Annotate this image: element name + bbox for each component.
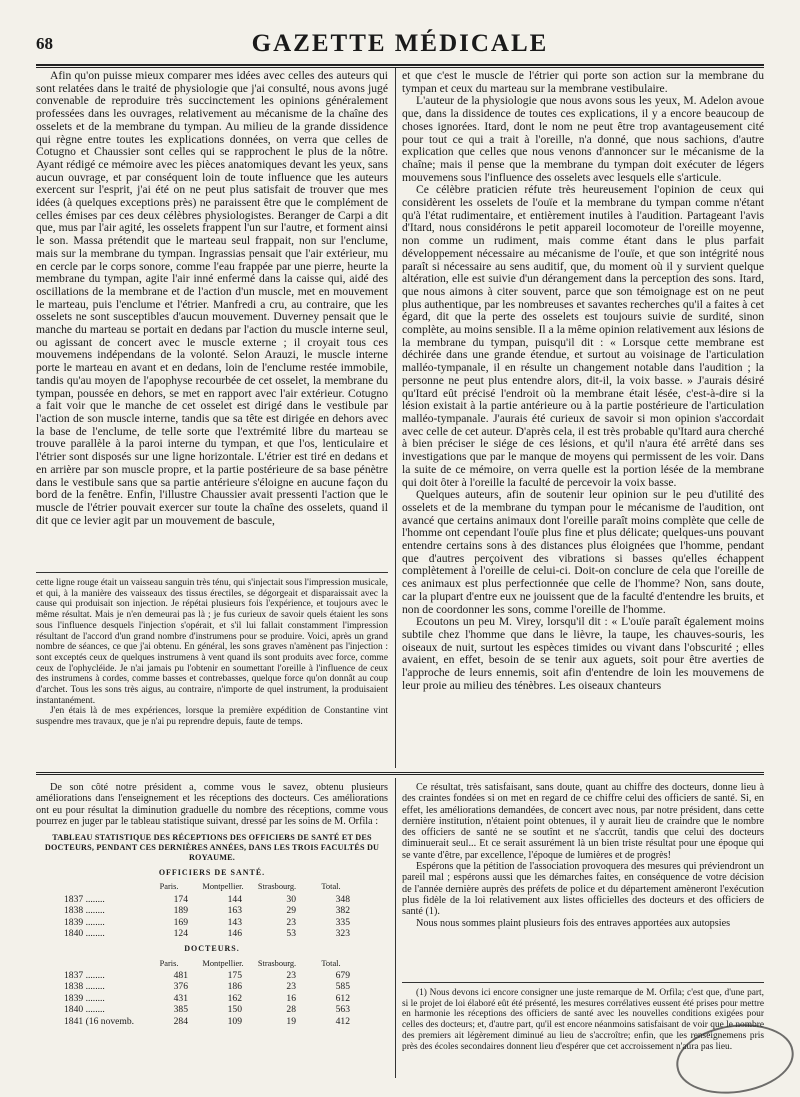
header-rule-thin <box>36 67 764 68</box>
officiers-table <box>64 880 358 939</box>
paragraph: et que c'est le muscle de l'étrier qui porte son action sur la membrane du tympan et ceux du marteau sur la membrane vestibulaire. <box>402 70 764 95</box>
paragraph: J'en étais là de mes expériences, lorsque la première expédition de Constantine vint suspendre mes travaux, que je n'ai pu reprendre depuis, faute de temps. <box>36 706 388 728</box>
paragraph: Ce célèbre praticien réfute très heureusement l'opinion de ceux qui considèrent les osselets de l'ouïe et la membrane du tympan comme n'étant qu'à l'état rudimentaire, et entièrement inutiles à l'audition. Partageant l'avis d'Itard, nous considérons le petit appareil locomoteur de l'oreille moyenne, non comme un rudiment, mais comme étant dans le plus parfait développement nécessaire au mécanisme de l'ouïe, et que son intégrité nous paraît si nécessaire au sens auditif, que, du moment où il y survient quelque altération, elle est suivie d'un dérangement dans la perception des sons. Itard, que nous aimons à citer souvent, parce que son témoignage est on ne peut plus authentique, par les nombreuses et savantes recherches qu'il a faites à cet égard, dit que la perte des osselets est toujours suivie de surdité, sinon complète, au moins sensible. Il a la même opinion relativement aux lésions de la membrane du tympan, puisqu'il dit : « Lorsque cette membrane est déchirée dans une grande étendue, et surtout au voisinage de l'articulation malléo-tympanale, il en résulte un changement notable dans l'audition ; la personne ne peut plus entendre alors, dit-il, la voix basse. » J'aurais désiré qu'Itard eût précisé l'endroit où la membrane était lésée, c'est-à-dire si la lésion existait à la partie antérieure ou à la partie postérieure de l'articulation malléo-tympanale. J'aurais été curieux de savoir si mon opinion s'accordait avec celle de cet auteur. D'après cela, il est très probable qu'Itard aura cherché à bien préciser le siége de ces lésions, et qu'il n'aura été arrêté dans ses investigations que par le manque de moyens qui permissent de les voir. Dans la suite de ce mémoire, on verra quelle est la portion lésée de la membrane qui doit ôter à l'oreille la faculté de percevoir la voix basse. <box>402 183 764 489</box>
lower-left-column <box>36 578 388 766</box>
upper-left-column <box>36 70 388 566</box>
table-header-row <box>64 957 358 970</box>
table-cell: 186 <box>227 981 242 993</box>
paragraph: Ce résultat, très satisfaisant, sans doute, quant au chiffre des docteurs, donne lieu à des craintes fondées si on met en regard de ce chiffre celui des officiers de santé. Si, en effet, les améliorations demandées, de concert avec nous, par notre président, dans cette dernière institution, n'étaient point obtenues, il y aurait lieu de craindre que le nombre des officiers de santé ne se soutînt et ne s'accrût, tandis que celui des docteurs diminuerait seul... Et ce serait assurément là un bien triste résultat pour une époque qui se vante d'être, par excellence, l'époque de lumières et de progrès! <box>402 782 764 861</box>
table-cell: 143 <box>227 916 242 928</box>
paragraph: L'auteur de la physiologie que nous avons sous les yeux, M. Adelon avoue que, dans la dissidence de toutes ces explications, il y a encore beaucoup de choses ignorées. Itard, dont le nom ne peut être trop avantageusement cité pour tout ce qui a trait à l'oreille, n'a donné, que nous sachions, d'autre explication que celles que nous venons d'annoncer sur le mécanisme de la chaîne; mais il pense que la membrane du tympan doit exécuter de légers mouvemens sous l'influence des osselets avec lesquels elle s'articule. <box>402 94 764 184</box>
paragraph: Espérons que la pétition de l'association provoquera des mesures qui préviendront un pareil mal ; espérons aussi que les démarches faites, en conséquence de votre décision de l'année dernière auprès des préfets de police et du département amèneront l'exécution plus fidèle de la loi relativement aux listes officielles des docteurs et des officiers de santé (1). <box>402 861 764 918</box>
dot-leader: ........ <box>85 1004 105 1016</box>
table-cell: 146 <box>227 928 242 939</box>
table-cell: 563 <box>335 1004 350 1016</box>
table-cell: 284 <box>173 1015 188 1027</box>
year-cell: 1837 <box>64 969 84 981</box>
table-row <box>64 917 358 928</box>
column-header: Montpellier. <box>202 958 244 968</box>
table-header-row <box>64 880 358 893</box>
masthead-title: GAZETTE MÉDICALE <box>251 30 549 57</box>
dot-leader: ........ <box>85 916 105 928</box>
table-cell: 53 <box>286 928 296 939</box>
table-row <box>64 1016 358 1027</box>
year-cell: 1838 <box>64 905 84 917</box>
dot-leader: ........ <box>85 981 105 993</box>
table-cell: 109 <box>227 1015 242 1027</box>
column-header: Paris. <box>159 882 179 892</box>
table-cell: 174 <box>173 893 188 905</box>
table-cell: 481 <box>173 969 188 981</box>
page-header <box>36 28 764 62</box>
table-cell: 431 <box>173 992 188 1004</box>
table-row <box>64 928 358 939</box>
table-cell: 335 <box>335 916 350 928</box>
table-row <box>64 981 358 992</box>
paragraph: Afin qu'on puisse mieux comparer mes idées avec celles des auteurs qui sont relatées dans le traité de physiologie que j'ai consulté, nous avons jugé convenable de reproduire très succinctement les opinions généralement professées dans les ouvrages, relativement au mécanisme de la chaîne des osselets et de la membrane du tympan. Au milieu de la grande dissidence qui règne entre toutes les explications données, on verra que celles de Cotugno et Chaussier sont celles qui se rapprochent le plus de la nôtre. Ayant rédigé ce mémoire avec les pièces anatomiques devant les yeux, sans aucun ouvrage, et par conséquent loin de toute influence que les auteurs exercent sur l'esprit, j'ai été on ne peut plus satisfait de trouver que mes idées (à quelques exceptions près) ne paraissent être que le complément de celles émises par ces deux célèbres physiologistes. Beranger de Carpi a dit que, mus par l'air agité, les osselets frappent l'un sur l'autre, et forment ainsi le son. Massa prétendit que le marteau seul frappait, non sur l'enclume, mais sur la membrane du tympan. Ingrassias pensait que l'air extérieur, mu en cercle par le corps sonore, comme l'eau frappée par une pierre, heurte la membrane du tympan, agite l'air inné enfermé dans la caisse qui, aidé des oscillations de la membrane et de l'action d'un muscle, met en mouvement le marteau, puis l'enclume et l'étrier. Manfredi a cru, au contraire, que les osselets ne sont susceptibles d'aucun mouvement. Duverney pensait que le manche du marteau se portait en dedans par l'action du muscle interne seul, ou agissant de concert avec le muscle externe ; il croyait tous ces mouvemens indépendans de la volonté. Selon Arauzi, le muscle interne porte le marteau en avant et en dedans, loin de l'enclume restée immobile, tandis qu'au moyen de l'apophyse recourbée de cet osselet, la membrane du tympan, poussée en dehors, se met en rapport avec l'air extérieur. Cotugno a fait voir que le manche de cet osselet est dirigé dans le vestibule par l'action de son muscle interne, tandis que sa tête est dirigée en dehors avec la base de l'enclume, de telle sorte que l'extrémité libre du marteau se trouve parallèle à la paroi interne du tympan, et que l'os, lenticulaire et l'étrier sont disposés sur une ligne horizontale. L'étrier est tiré en dedans et en arrière par son muscle propre, et la partie postérieure de sa base pénètre dans le vestibule sans que sa partie antérieure s'éloigne en aucune façon du bord de la fenêtre. Enfin, l'illustre Chaussier avait pressenti l'action que le muscle de l'étrier pouvait exercer sur toute la chaîne des osselets, quand il dit que ce levier agit par un mouvement de bascule, <box>36 70 388 527</box>
footnote-text: (1) Nous devons ici encore consigner une juste remarque de M. Orfila; c'est que, d'une part, si le projet de loi élaboré eût été présenté, les mesures corrélatives eussent été prises pour mettre en harmonie les réceptions des officiers de santé avec les nouvelles conditions exigées pour celles des docteurs; et, d'autre part, qu'il est encore néanmoins satisfaisant de voir que le nombre des premiers ait légèrement diminué au lieu de s'accroître; enfin, que les renseignemens pris près des écoles secondaires donnent lieu d'espérer que cet accroissement n'aura pas lieu. <box>402 988 764 1052</box>
table-cell: 23 <box>286 916 296 928</box>
table-cell: 175 <box>227 969 242 981</box>
paragraph: Quelques auteurs, afin de soutenir leur opinion sur le peu d'utilité des osselets et de la membrane du tympan pour le mécanisme de l'audition, ont avancé que certains animaux dont l'oreille paraît moins complète que celle de l'homme ont cependant l'ouïe plus fine et plus délicate; quelques-uns pouvant entendre certains sons à des distances plus éloignées que l'homme, pendant que d'autres perçoivent des vibrations si basses qu'elles échappent complètement à l'oreille de celui-ci. Doit-on conclure de cela que l'oreille de ces animaux est plus perfectionnée que celle de l'homme? Non, sans doute, car la plupart d'entre eux ne jouissent que de la faculté d'entendre les bruits, et non de coordonner les sons, comme l'oreille de l'homme. <box>402 488 764 616</box>
column-separator <box>36 572 388 573</box>
table-cell: 585 <box>335 981 350 993</box>
table-row <box>64 993 358 1004</box>
docteurs-table <box>64 957 358 1027</box>
table-cell: 30 <box>286 893 296 905</box>
table-cell: 23 <box>286 981 296 993</box>
page-number: 68 <box>36 34 53 53</box>
year-cell: 1837 <box>64 893 84 905</box>
table-cell: 29 <box>286 905 296 917</box>
table-cell: 19 <box>286 1015 296 1027</box>
table-cell: 150 <box>227 1004 242 1016</box>
table-cell: 382 <box>335 905 350 917</box>
table-row <box>64 1004 358 1015</box>
table-cell: 16 <box>286 992 296 1004</box>
table-cell: 348 <box>335 893 350 905</box>
vertical-rule <box>395 68 396 768</box>
paragraph: cette ligne rouge était un vaisseau sanguin très ténu, qui s'injectait sous l'impression musicale, et qui, à la manière des vaisseaux des tissus érectiles, se dégorgeait et disparaissait avec la cause qui produisait son injection. Je répétai plusieurs fois l'expérience, et toujours avec le même résultat. Mais je n'en demeurai pas là ; je fus curieux de savoir quels étaient les sons sous l'influence desquels l'injection s'opérait, et s'il lui fallait constamment l'impression résultant de l'accord d'un grand nombre d'instrumens pour se produire. Voici, après un grand nombre de séances, ce que j'ai obtenu. En général, les sons graves n'amènent pas l'injection : sont exceptés ceux de quelques instrumens à vent quand ils sont produits avec force, comme ceux de l'ophycléide. Je n'ai jamais pu l'obtenir en soumettant l'oreille à l'influence de ceux des instrumens à cordes, comme basses et contrebasses, quelque force qu'on donnât au coup d'archet. Tous les sons très aigus, au contraire, n'importe de quel instrument, la produisaient instantanément. <box>36 578 388 706</box>
paragraph: Ecoutons un peu M. Virey, lorsqu'il dit : « L'ouïe paraît également moins subtile chez l'homme que dans le lièvre, la taupe, les chauves-souris, les oiseaux de nuit, surtout les espèces timides ou vivant dans l'obscurité ; elles avaient, en effet, besoin de se tenir aux aguets, soit pour être averties de l'approche de leurs ennemis, soit afin d'entendre de loin les mouvemens de leur proie au milieu des ténèbres. Les oiseaux chanteurs <box>402 615 764 692</box>
vertical-rule <box>395 778 396 1078</box>
table-cell: 144 <box>227 893 242 905</box>
dot-leader: ........ <box>85 992 105 1004</box>
paragraph: De son côté notre président a, comme vous le savez, obtenu plusieurs améliorations dans l'enseignement et les réceptions des docteurs. Ces améliorations ont eu pour résultat la diminution graduelle du nombre des réceptions, comme vous pourrez en juger par le tableau statistique suivant, dressé par les soins de M. Orfila : <box>36 782 388 827</box>
column-header: Strasbourg. <box>257 958 297 968</box>
dot-leader: ........ <box>85 893 105 905</box>
table-row <box>64 905 358 916</box>
officiers-heading: OFFICIERS DE SANTÉ. <box>158 868 266 878</box>
table-cell: 612 <box>335 992 350 1004</box>
table-cell: 163 <box>227 905 242 917</box>
table-cell: 412 <box>335 1015 350 1027</box>
table-cell: 323 <box>335 928 350 939</box>
table-cell: 23 <box>286 969 296 981</box>
year-cell: 1840 <box>64 928 84 939</box>
dot-leader: ........ <box>85 905 105 917</box>
table-cell: 124 <box>173 928 188 939</box>
table-cell: 28 <box>286 1004 296 1016</box>
column-header: Total. <box>321 958 341 968</box>
bottom-left-column <box>36 782 388 1082</box>
dot-leader: ........ <box>85 928 105 939</box>
year-cell: 1839 <box>64 916 84 928</box>
footnote-rule <box>402 982 764 983</box>
column-header: Total. <box>321 882 341 892</box>
table-title: TABLEAU STATISTIQUE DES RÉCEPTIONS DES OFFICIERS DE SANTÉ ET DES DOCTEURS, PENDANT CES DERNIÈRES ANNÉES, DANS LES TROIS FACULTÉS DU ROYAUME. <box>44 833 380 863</box>
table-cell: 169 <box>173 916 188 928</box>
year-cell: 1839 <box>64 992 84 1004</box>
table-cell: 376 <box>173 981 188 993</box>
table-row <box>64 894 358 905</box>
column-header: Strasbourg. <box>257 882 297 892</box>
year-cell: 1840 <box>64 1004 84 1016</box>
dot-leader: ........ <box>85 969 105 981</box>
column-header: Paris. <box>159 958 179 968</box>
bottom-right-column <box>402 782 764 978</box>
section-separator <box>36 772 764 775</box>
year-cell: 1841 (16 novemb. <box>64 1015 135 1027</box>
column-header: Montpellier. <box>202 882 244 892</box>
table-row <box>64 970 358 981</box>
right-column <box>402 70 764 768</box>
year-cell: 1838 <box>64 981 84 993</box>
paragraph: Nous nous sommes plaint plusieurs fois des entraves apportées aux autopsies <box>416 917 731 929</box>
table-cell: 162 <box>227 992 242 1004</box>
table-cell: 189 <box>173 905 188 917</box>
table-cell: 679 <box>335 969 350 981</box>
header-rule <box>36 64 764 66</box>
table-cell: 385 <box>173 1004 188 1016</box>
docteurs-heading: DOCTEURS. <box>184 944 240 954</box>
